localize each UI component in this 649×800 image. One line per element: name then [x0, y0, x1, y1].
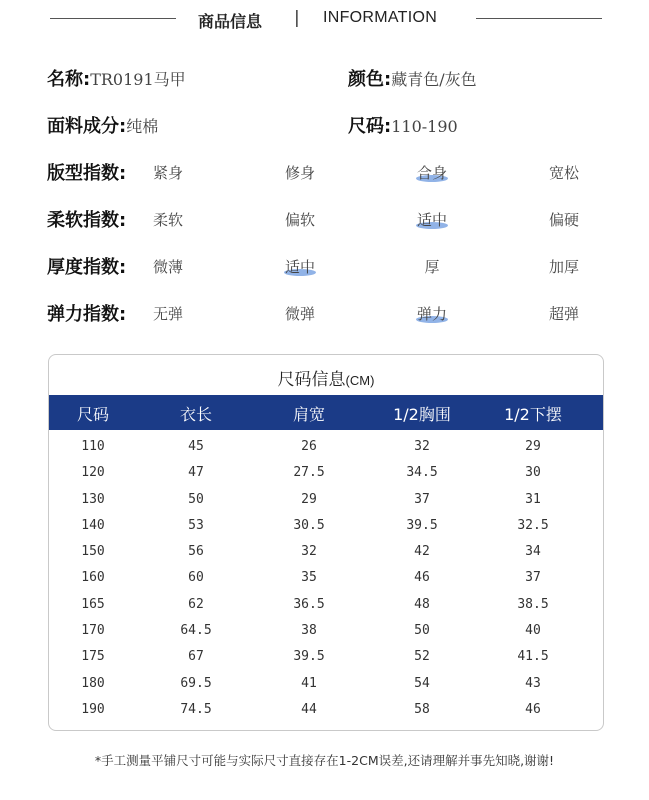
index-option: 柔软	[152, 211, 183, 229]
table-cell: 32	[414, 439, 430, 454]
table-cell: 40	[525, 623, 541, 639]
index-label: 柔软指数:	[47, 210, 127, 231]
color-label: 颜色:	[348, 69, 392, 90]
table-row	[49, 540, 603, 566]
size-table-header	[49, 395, 603, 430]
table-cell: 46	[414, 570, 430, 586]
color-value: 藏青色/灰色	[391, 70, 477, 89]
header-divider-left	[50, 18, 176, 19]
table-cell: 34.5	[406, 465, 438, 481]
table-cell: 41	[301, 675, 317, 691]
index-option: 宽松	[548, 164, 579, 182]
table-row	[49, 593, 603, 619]
index-row	[0, 159, 649, 185]
index-option-selected: 适中	[270, 256, 330, 277]
table-cell: 34	[525, 544, 541, 560]
table-cell: 31	[525, 491, 541, 507]
table-cell: 37	[414, 491, 430, 507]
table-header-cell: 1/2胸围	[393, 405, 451, 424]
name-label: 名称:	[47, 69, 91, 90]
size-table-body	[49, 435, 603, 724]
name-value: TR0191马甲	[90, 70, 186, 89]
index-option: 超弹	[548, 305, 579, 323]
index-option: 偏硬	[548, 211, 579, 229]
product-name-row	[47, 65, 186, 91]
table-row	[49, 514, 603, 540]
table-row	[49, 698, 603, 724]
table-header-cell: 肩宽	[292, 405, 325, 424]
table-cell: 38.5	[517, 596, 549, 612]
table-cell: 60	[188, 570, 204, 586]
table-cell: 54	[414, 675, 430, 691]
table-cell: 42	[414, 544, 430, 560]
table-cell: 50	[188, 491, 204, 507]
index-label: 版型指数:	[47, 163, 127, 184]
table-cell: 48	[414, 596, 430, 612]
table-cell: 47	[188, 465, 204, 481]
index-row	[0, 253, 649, 279]
table-cell: 45	[188, 439, 204, 454]
table-cell: 39.5	[293, 649, 325, 665]
table-cell: 29	[301, 491, 317, 507]
table-cell: 120	[81, 465, 105, 481]
table-cell: 56	[188, 544, 204, 560]
table-cell: 58	[414, 701, 430, 717]
table-cell: 67	[188, 649, 204, 665]
product-color-row	[348, 65, 477, 91]
table-row	[49, 645, 603, 671]
table-cell: 50	[414, 623, 430, 639]
table-cell: 190	[81, 701, 105, 717]
index-row	[0, 300, 649, 326]
table-cell: 39.5	[406, 517, 438, 533]
table-cell: 150	[81, 544, 105, 560]
product-fabric-row	[47, 112, 158, 138]
header-divider-right	[476, 18, 602, 19]
index-option: 修身	[284, 164, 315, 182]
size-value: 110-190	[391, 117, 458, 136]
table-cell: 44	[301, 701, 317, 717]
table-cell: 30.5	[293, 517, 325, 533]
table-cell: 37	[525, 570, 541, 586]
table-cell: 52	[414, 649, 430, 665]
product-size-row	[348, 112, 458, 138]
table-cell: 38	[301, 623, 317, 639]
index-option-selected: 适中	[402, 209, 462, 230]
table-cell: 26	[301, 439, 317, 454]
size-label: 尺码:	[348, 116, 392, 137]
size-table-title	[49, 365, 603, 390]
table-cell: 53	[188, 517, 204, 533]
index-option: 紧身	[152, 164, 183, 182]
index-option: 偏软	[284, 211, 315, 229]
index-row	[0, 206, 649, 232]
table-header-cell: 尺码	[76, 405, 109, 424]
table-cell: 64.5	[180, 623, 212, 639]
index-option: 微薄	[152, 258, 183, 276]
table-cell: 27.5	[293, 465, 325, 481]
table-row	[49, 488, 603, 514]
table-cell: 36.5	[293, 596, 325, 612]
fabric-label: 面料成分:	[47, 116, 127, 137]
index-label: 弹力指数:	[47, 304, 127, 325]
index-option: 厚	[424, 258, 440, 276]
size-table-unit: (CM)	[345, 373, 375, 388]
table-row	[49, 619, 603, 645]
table-cell: 46	[525, 701, 541, 717]
table-cell: 32.5	[517, 517, 549, 533]
table-row	[49, 435, 603, 461]
index-option-selected: 弹力	[402, 303, 462, 324]
header-title-en: INFORMATION	[323, 9, 438, 26]
table-cell: 130	[81, 491, 105, 507]
table-header-cell: 1/2下摆	[504, 405, 562, 424]
measurement-note: *手工测量平铺尺寸可能与实际尺寸直接存在1-2CM误差,还请理解并事先知晓,谢谢!	[94, 753, 555, 768]
index-option-selected: 合身	[402, 162, 462, 183]
table-cell: 180	[81, 675, 105, 691]
table-cell: 165	[81, 596, 105, 612]
table-cell: 41.5	[517, 649, 549, 665]
size-table-title-text: 尺码信息	[277, 370, 346, 390]
table-cell: 175	[81, 649, 105, 665]
table-cell: 62	[188, 596, 204, 612]
section-header	[0, 0, 649, 40]
table-cell: 29	[525, 439, 541, 454]
table-row	[49, 566, 603, 592]
header-title-cn: 商品信息	[198, 12, 263, 31]
index-option: 微弹	[284, 305, 315, 323]
table-cell: 140	[81, 517, 105, 533]
table-cell: 43	[525, 675, 541, 691]
table-cell: 110	[81, 439, 105, 454]
header-separator: |	[294, 8, 300, 28]
fabric-value: 纯棉	[126, 117, 159, 136]
index-label: 厚度指数:	[47, 257, 127, 278]
table-cell: 35	[301, 570, 317, 586]
table-row	[49, 672, 603, 698]
table-cell: 160	[81, 570, 105, 586]
table-row	[49, 461, 603, 487]
table-cell: 30	[525, 465, 541, 481]
table-cell: 69.5	[180, 675, 212, 691]
table-cell: 32	[301, 544, 317, 560]
index-option: 加厚	[548, 258, 579, 276]
table-cell: 170	[81, 623, 105, 639]
index-option: 无弹	[152, 305, 183, 323]
table-cell: 74.5	[180, 701, 212, 717]
size-table-card	[48, 354, 604, 731]
table-header-cell: 衣长	[179, 405, 212, 424]
